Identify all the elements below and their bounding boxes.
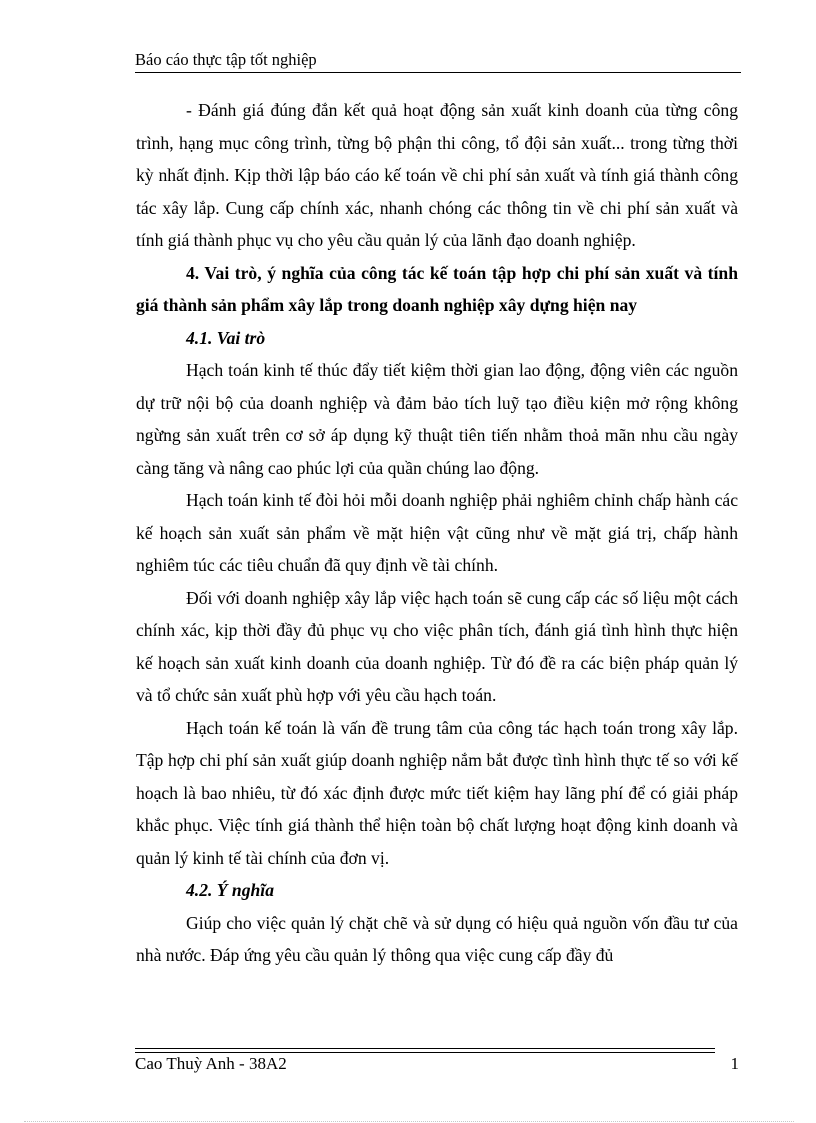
footer-author: Cao Thuỳ Anh - 38A2 — [135, 1054, 287, 1073]
page-number: 1 — [730, 1054, 739, 1073]
header-rule — [135, 72, 741, 73]
section-heading-4: 4. Vai trò, ý nghĩa của công tác kế toán tập hợp chi phí sản xuất và tính giá thành sản phẩm xây lắp trong doanh nghiệp xây dựng hiện nay — [136, 262, 738, 315]
page-edge-divider — [24, 1121, 794, 1122]
paragraph-5: Hạch toán kế toán là vấn đề trung tâm của công tác hạch toán trong xây lắp. Tập hợp chi phí sản xuất giúp doanh nghiệp nắm bắt được tình hình thực tế so với kế hoạch là bao nhiêu, từ đó xác định được mức tiết kiệm hay lãng phí để có giải pháp khắc phục. Việc tính giá thành thể hiện toàn bộ chất lượng hoạt động kinh doanh và quản lý kinh tế tài chính của đơn vị. — [136, 717, 738, 868]
paragraph-6: Giúp cho việc quản lý chặt chẽ và sử dụng có hiệu quả nguồn vốn đầu tư của nhà nước. Đáp ứng yêu cầu quản lý thông qua việc cung cấp đầy đủ — [136, 912, 738, 965]
paragraph-3: Hạch toán kinh tế đòi hỏi mỗi doanh nghiệp phải nghiêm chỉnh chấp hành các kế hoạch sản xuất sản phẩm về mặt hiện vật cũng như về mặt giá trị, chấp hành nghiêm túc các tiêu chuẩn đã quy định về tài chính. — [136, 490, 738, 575]
paragraph-4: Đối với doanh nghiệp xây lắp việc hạch toán sẽ cung cấp các số liệu một cách chính xác, kịp thời đầy đủ phục vụ cho việc phân tích, đánh giá tình hình thực hiện kế hoạch sản xuất kinh doanh của doanh nghiệp. Từ đó đề ra các biện pháp quản lý và tổ chức sản xuất phù hợp với yêu cầu hạch toán. — [136, 587, 738, 705]
paragraph-1: - Đánh giá đúng đắn kết quả hoạt động sản xuất kinh doanh của từng công trình, hạng mục công trình, từng bộ phận thi công, tổ đội sản xuất... trong từng thời kỳ nhất định. Kịp thời lập báo cáo kế toán về chi phí sản xuất và tính giá thành công tác xây lắp. Cung cấp chính xác, nhanh chóng các thông tin về chi phí sản xuất và tính giá thành phục vụ cho yêu cầu quản lý của lãnh đạo doanh nghiệp. — [136, 100, 738, 250]
paragraph-2: Hạch toán kinh tế thúc đẩy tiết kiệm thời gian lao động, động viên các nguồn dự trữ nội bộ của doanh nghiệp và đảm bảo tích luỹ tạo điều kiện mở rộng không ngừng sản xuất trên cơ sở áp dụng kỹ thuật tiên tiến nhằm thoả mãn nhu cầu ngày càng tăng và nâng cao phúc lợi của quần chúng lao động. — [136, 360, 738, 478]
document-body — [136, 94, 738, 972]
subsection-heading-4-1: 4.1. Vai trò — [186, 327, 266, 348]
footer-rule-top — [135, 1048, 715, 1049]
subsection-heading-4-2: 4.2. Ý nghĩa — [186, 880, 274, 900]
running-header: Báo cáo thực tập tốt nghiệp — [135, 50, 317, 69]
